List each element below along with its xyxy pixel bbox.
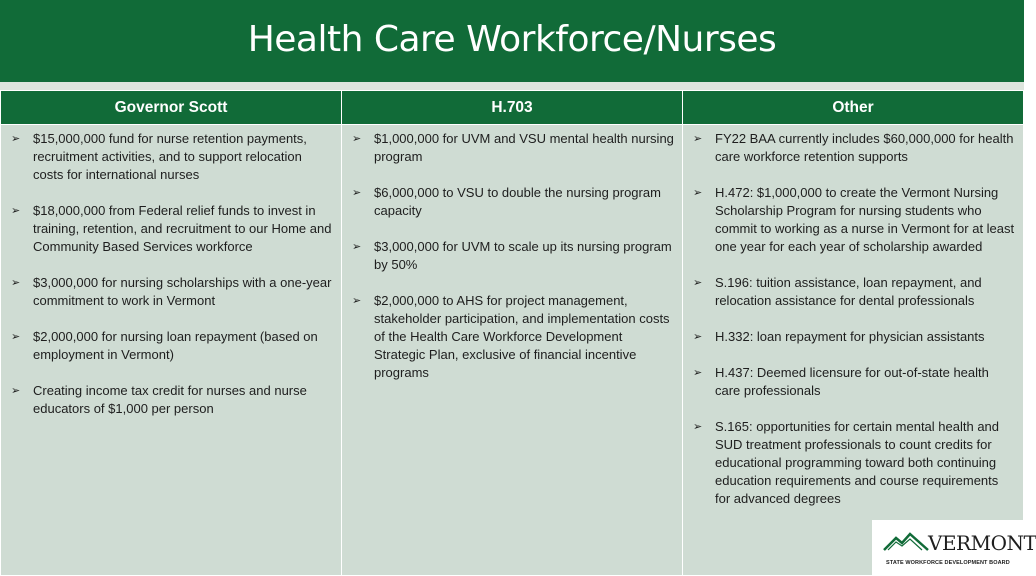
arrow-bullet-icon: ➢ — [693, 421, 703, 433]
list-item-text: $2,000,000 for nursing loan repayment (based on employment in Vermont) — [33, 329, 318, 362]
arrow-bullet-icon: ➢ — [352, 187, 362, 199]
vermont-logo — [872, 520, 1036, 576]
list-item — [693, 184, 1017, 256]
list-item-text: $3,000,000 for nursing scholarships with a one-year commitment to work in Vermont — [33, 275, 332, 308]
column-header-other: Other — [683, 91, 1024, 125]
list-item-text: H.332: loan repayment for physician assistants — [715, 329, 985, 344]
list-item — [693, 328, 1017, 346]
list-item — [11, 202, 335, 256]
arrow-bullet-icon: ➢ — [11, 205, 21, 217]
list-item — [693, 418, 1017, 508]
arrow-bullet-icon: ➢ — [352, 133, 362, 145]
header-row — [1, 91, 1024, 125]
list-item-text: $18,000,000 from Federal relief funds to invest in training, retention, and recruitment to our Home and Community Based Services workforce — [33, 203, 332, 254]
list-item-text: $3,000,000 for UVM to scale up its nursing program by 50% — [374, 239, 672, 272]
slide-title: Health Care Workforce/Nurses — [247, 18, 777, 60]
bullet-list — [693, 130, 1017, 508]
arrow-bullet-icon: ➢ — [352, 295, 362, 307]
arrow-bullet-icon: ➢ — [693, 277, 703, 289]
column-header-h703: H.703 — [342, 91, 683, 125]
arrow-bullet-icon: ➢ — [693, 331, 703, 343]
list-item — [352, 130, 676, 166]
list-item — [693, 130, 1017, 166]
list-item-text: Creating income tax credit for nurses and nurse educators of $1,000 per person — [33, 383, 307, 416]
arrow-bullet-icon: ➢ — [11, 277, 21, 289]
bullet-list — [11, 130, 335, 418]
title-divider — [0, 82, 1024, 90]
column-governor-scott — [1, 125, 342, 576]
column-h703 — [342, 125, 683, 576]
list-item — [693, 364, 1017, 400]
list-item — [11, 382, 335, 418]
list-item-text: $6,000,000 to VSU to double the nursing program capacity — [374, 185, 661, 218]
column-header-governor-scott: Governor Scott — [1, 91, 342, 125]
list-item — [11, 328, 335, 364]
list-item — [11, 130, 335, 184]
comparison-table — [0, 90, 1024, 576]
list-item — [352, 292, 676, 382]
list-item — [693, 274, 1017, 310]
arrow-bullet-icon: ➢ — [693, 367, 703, 379]
list-item — [11, 274, 335, 310]
list-item-text: $2,000,000 to AHS for project management, stakeholder participation, and implementation costs of the Health Care Workforce Development Strategic Plan, exclusive of financial incentive programs — [374, 293, 670, 380]
arrow-bullet-icon: ➢ — [693, 187, 703, 199]
arrow-bullet-icon: ➢ — [352, 241, 362, 253]
mountain-logo-icon — [884, 530, 928, 552]
list-item-text: H.472: $1,000,000 to create the Vermont Nursing Scholarship Program for nursing students who commit to working as a nurse in Vermont for at least one year for each year of scholarship awarded — [715, 185, 1015, 254]
logo-subtitle: STATE WORKFORCE DEVELOPMENT BOARD — [886, 560, 1010, 566]
title-bar — [0, 0, 1024, 82]
arrow-bullet-icon: ➢ — [11, 331, 21, 343]
content-row — [1, 125, 1024, 576]
list-item-text: H.437: Deemed licensure for out-of-state health care professionals — [715, 365, 989, 398]
logo-name: VERMONT — [928, 531, 1036, 555]
column-other — [683, 125, 1024, 576]
list-item-text: FY22 BAA currently includes $60,000,000 for health care workforce retention supports — [715, 131, 1014, 164]
list-item-text: S.196: tuition assistance, loan repayment, and relocation assistance for dental professionals — [715, 275, 982, 308]
list-item-text: $15,000,000 fund for nurse retention payments, recruitment activities, and to support relocation costs for international nurses — [33, 131, 307, 182]
list-item — [352, 238, 676, 274]
arrow-bullet-icon: ➢ — [693, 133, 703, 145]
list-item-text: S.165: opportunities for certain mental health and SUD treatment professionals to count credits for educational programming toward both continuing education requirements and course requirements for advanced degrees — [715, 419, 1000, 506]
arrow-bullet-icon: ➢ — [11, 133, 21, 145]
bullet-list — [352, 130, 676, 382]
list-item-text: $1,000,000 for UVM and VSU mental health nursing program — [374, 131, 674, 164]
list-item — [352, 184, 676, 220]
arrow-bullet-icon: ➢ — [11, 385, 21, 397]
